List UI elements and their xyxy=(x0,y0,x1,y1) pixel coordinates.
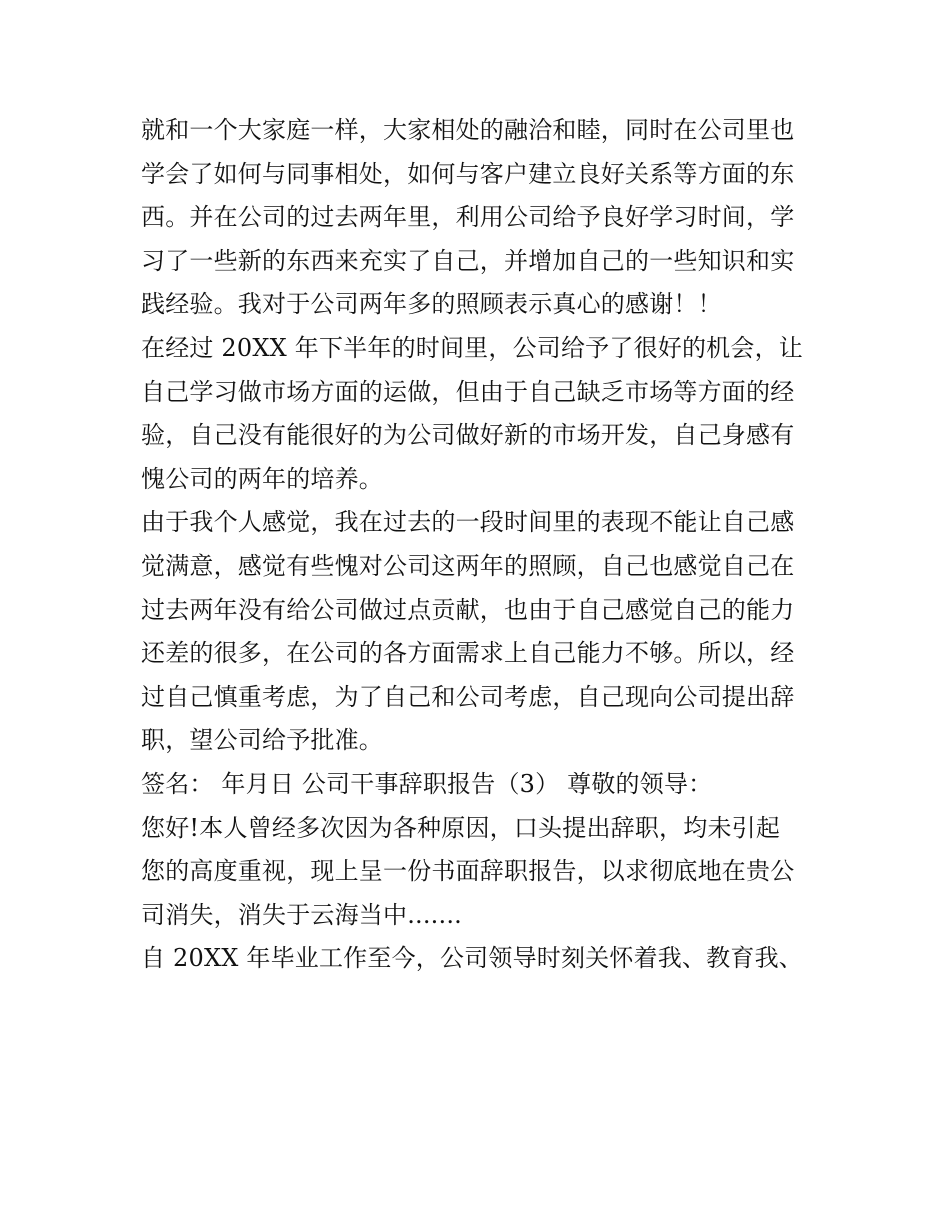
text-line: 您好!本人曾经多次因为各种原因，口头提出辞职，均未引起 xyxy=(141,813,781,842)
text-line: 您的高度重视，现上呈一份书面辞职报告，以求彻底地在贵公 xyxy=(141,857,795,886)
text-line: 验，自己没有能很好的为公司做好新的市场开发，自己身感有 xyxy=(141,421,795,450)
document-body xyxy=(141,109,821,981)
text-line: 愧公司的两年的培养。 xyxy=(141,464,383,493)
text-line: 过去两年没有给公司做过点贡献，也由于自己感觉自己的能力 xyxy=(141,595,795,624)
text-line: 自 20XX 年毕业工作至今，公司领导时刻关怀着我、教育我、 xyxy=(141,944,803,973)
text-line: 习了一些新的东西来充实了自己，并增加自己的一些知识和实 xyxy=(141,246,795,275)
text-line: 觉满意，感觉有些愧对公司这两年的照顾，自己也感觉自己在 xyxy=(141,551,795,580)
text-line: 在经过 20XX 年下半年的时间里，公司给予了很好的机会，让 xyxy=(141,333,803,362)
signature-line: 签名： 年月日 公司干事辞职报告（3） 尊敬的领导： xyxy=(141,769,713,798)
text-line: 职，望公司给予批准。 xyxy=(141,726,383,755)
text-line: 就和一个大家庭一样，大家相处的融洽和睦，同时在公司里也 xyxy=(141,116,795,144)
text-line: 西。并在公司的过去两年里，利用公司给予良好学习时间，学 xyxy=(141,203,795,232)
text-line: 司消失，消失于云海当中....... xyxy=(141,900,463,929)
text-line: 践经验。我对于公司两年多的照顾表示真心的感谢！！ xyxy=(141,290,722,319)
text-line: 过自己慎重考虑，为了自己和公司考虑，自己现向公司提出辞 xyxy=(141,682,795,711)
text-line: 还差的很多，在公司的各方面需求上自己能力不够。所以，经 xyxy=(141,639,795,668)
text-line: 学会了如何与同事相处，如何与客户建立良好关系等方面的东 xyxy=(141,159,795,188)
text-line: 由于我个人感觉，我在过去的一段时间里的表现不能让自己感 xyxy=(141,508,795,537)
text-line: 自己学习做市场方面的运做，但由于自己缺乏市场等方面的经 xyxy=(141,377,795,406)
